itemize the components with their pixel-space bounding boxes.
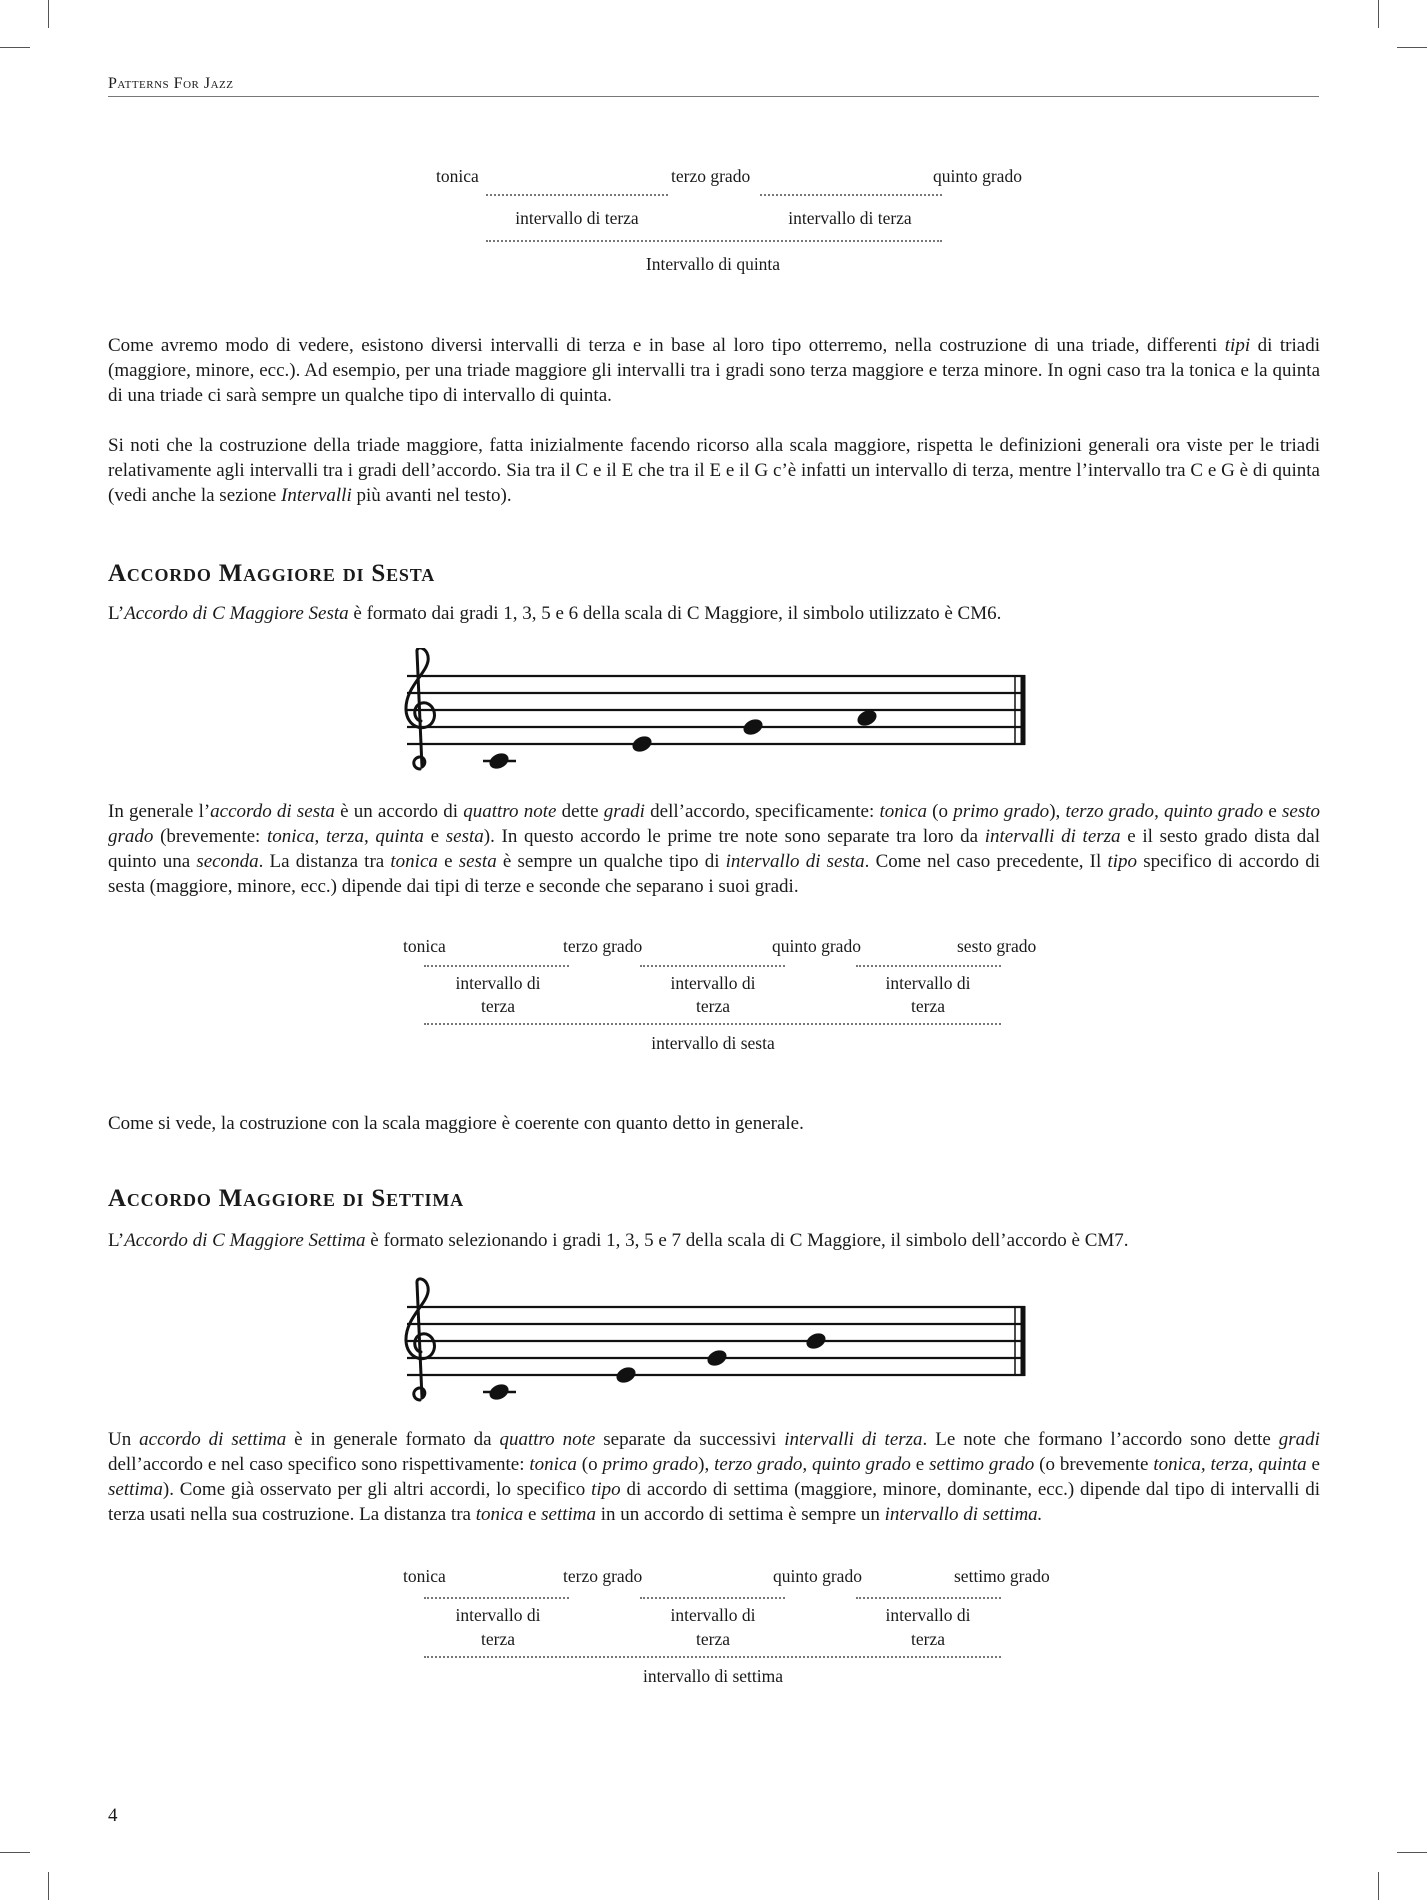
crop-mark [48,0,49,28]
label-third-interval: intervallo di terza [515,208,639,228]
paragraph-text: Si noti che la costruzione della triade maggiore, fatta inizialmente facendo ricorso alla scala maggiore, rispetta le definizioni generali ora viste per le triadi relativamente agli intervalli tra i gradi dell’accordo. Sia tra il C e il E che tra il E e il G c’è infatti un intervallo di terza, mentre l’intervallo tra C e G è di quinta (vedi anche la sezione Intervalli più avanti nel testo). [108,435,1320,506]
paragraph-text: L’Accordo di C Maggiore Sesta è formato dai gradi 1, 3, 5 e 6 della scala di C Maggiore, il simbolo utilizzato è CM6. [108,603,1002,624]
treble-clef-icon [406,648,435,769]
note-c [487,1381,511,1402]
note-g [741,716,765,737]
label-third-interval: terza [696,1629,730,1649]
crop-mark [1378,1872,1379,1900]
label-third-degree: terzo grado [563,1566,643,1586]
staff-lines [407,676,1025,744]
label-third-interval: terza [911,1629,945,1649]
dotted-divider [424,1656,1001,1658]
dotted-divider [640,1597,785,1599]
label-third-interval: intervallo di [670,973,756,993]
paragraph [108,333,1320,408]
label-third-degree: terzo grado [671,166,751,186]
paragraph [108,433,1320,508]
dotted-divider [640,965,785,967]
label-tonic: tonica [403,1566,446,1586]
dotted-divider [486,240,942,242]
paragraph [108,1228,1320,1253]
label-fifth-degree: quinto grado [772,936,861,956]
crop-mark [1378,0,1379,28]
paragraph [108,1427,1320,1527]
crop-mark [0,47,30,48]
label-sixth-degree: sesto grado [957,936,1037,956]
section-heading-seventh: Accordo Maggiore di Settima [108,1185,464,1212]
paragraph-text: Un accordo di settima è in generale formato da quattro note separate da successivi intervalli di terza. Le note che formano l’accordo sono dette gradi dell’accordo e nel caso specifico sono rispettivamente: tonica (o primo grado), terzo grado, quinto grado e settimo grado (o brevemente tonica, terza, quinta e settima). Come già osservato per gli altri accordi, lo specifico tipo di accordo di settima (maggiore, minore, dominante, ecc.) dipende dal tipo di intervalli di terza usati nella sua costruzione. La distanza tra tonica e settima in un accordo di settima è sempre un intervallo di settima. [108,1429,1320,1525]
label-third-interval: intervallo di [455,1605,541,1625]
dotted-divider [424,965,569,967]
label-third-interval: intervallo di terza [788,208,912,228]
crop-mark [1397,1852,1427,1853]
label-fifth-degree: quinto grado [773,1566,862,1586]
label-sixth-interval: intervallo di sesta [651,1033,775,1053]
dotted-divider [760,194,942,196]
dotted-divider [856,1597,1001,1599]
label-fifth-interval: Intervallo di quinta [645,254,781,274]
crop-mark [0,1852,30,1853]
paragraph [108,799,1320,899]
label-third-interval: intervallo di [670,1605,756,1625]
dotted-divider [486,194,668,196]
label-third-interval: terza [481,996,515,1016]
dotted-divider [424,1023,1001,1025]
label-fifth-degree: quinto grado [933,166,1022,186]
crop-mark [1397,47,1427,48]
label-seventh-interval: intervallo di settima [643,1666,783,1686]
paragraph-text: In generale l’accordo di sesta è un accordo di quattro note dette gradi dell’accordo, specificamente: tonica (o primo grado), terzo grado, quinto grado e sesto grado (brevemente: tonica, terza, quinta e sesta). In questo accordo le prime tre note sono separate tra loro da intervalli di terza e il sesto grado dista dal quinto una seconda. La distanza tra tonica e sesta è sempre un qualche tipo di intervallo di sesta. Come nel caso precedente, Il tipo specifico di accordo di sesta (maggiore, minore, ecc.) dipende dai tipi di terze e seconde che separano i suoi gradi. [108,801,1321,897]
paragraph [108,601,1320,626]
cm7-staff [395,1275,1035,1405]
note-e [630,733,654,754]
paragraph-text: Come si vede, la costruzione con la scala maggiore è coerente con quanto detto in generale. [108,1113,804,1134]
treble-clef-icon [406,1279,435,1400]
paragraph [108,1111,1320,1136]
label-third-interval: terza [481,1629,515,1649]
running-head: Patterns For Jazz [108,75,1319,97]
section-heading-sixth: Accordo Maggiore di Sesta [108,560,436,587]
label-third-interval: intervallo di [885,973,971,993]
label-third-interval: terza [696,996,730,1016]
label-third-degree: terzo grado [563,936,643,956]
note-e [614,1364,638,1385]
dotted-divider [424,1597,569,1599]
note-g [705,1347,729,1368]
label-third-interval: terza [911,996,945,1016]
paragraph-text: Come avremo modo di vedere, esistono diversi intervalli di terza e in base al loro tipo otterremo, nella costruzione di una triade, differenti tipi di triadi (maggiore, minore, ecc.). Ad esempio, per una triade maggiore gli intervalli tra i gradi sono terza maggiore e terza minore. In ogni caso tra la tonica e la quinta di una triade ci sarà sempre un qualche tipo di intervallo di quinta. [108,335,1320,406]
crop-mark [48,1872,49,1900]
page-number: 4 [108,1805,118,1826]
label-third-interval: intervallo di [455,973,541,993]
cm6-staff [395,648,1035,778]
label-tonic: tonica [403,936,446,956]
dotted-divider [856,965,1001,967]
cm6-notes [483,707,879,771]
label-tonic: tonica [436,166,479,186]
note-b [804,1330,828,1351]
paragraph-text: L’Accordo di C Maggiore Settima è formato selezionando i gradi 1, 3, 5 e 7 della scala di C Maggiore, il simbolo dell’accordo è CM7. [108,1230,1129,1251]
label-third-interval: intervallo di [885,1605,971,1625]
note-c [487,750,511,771]
label-seventh-degree: settimo grado [954,1566,1050,1586]
